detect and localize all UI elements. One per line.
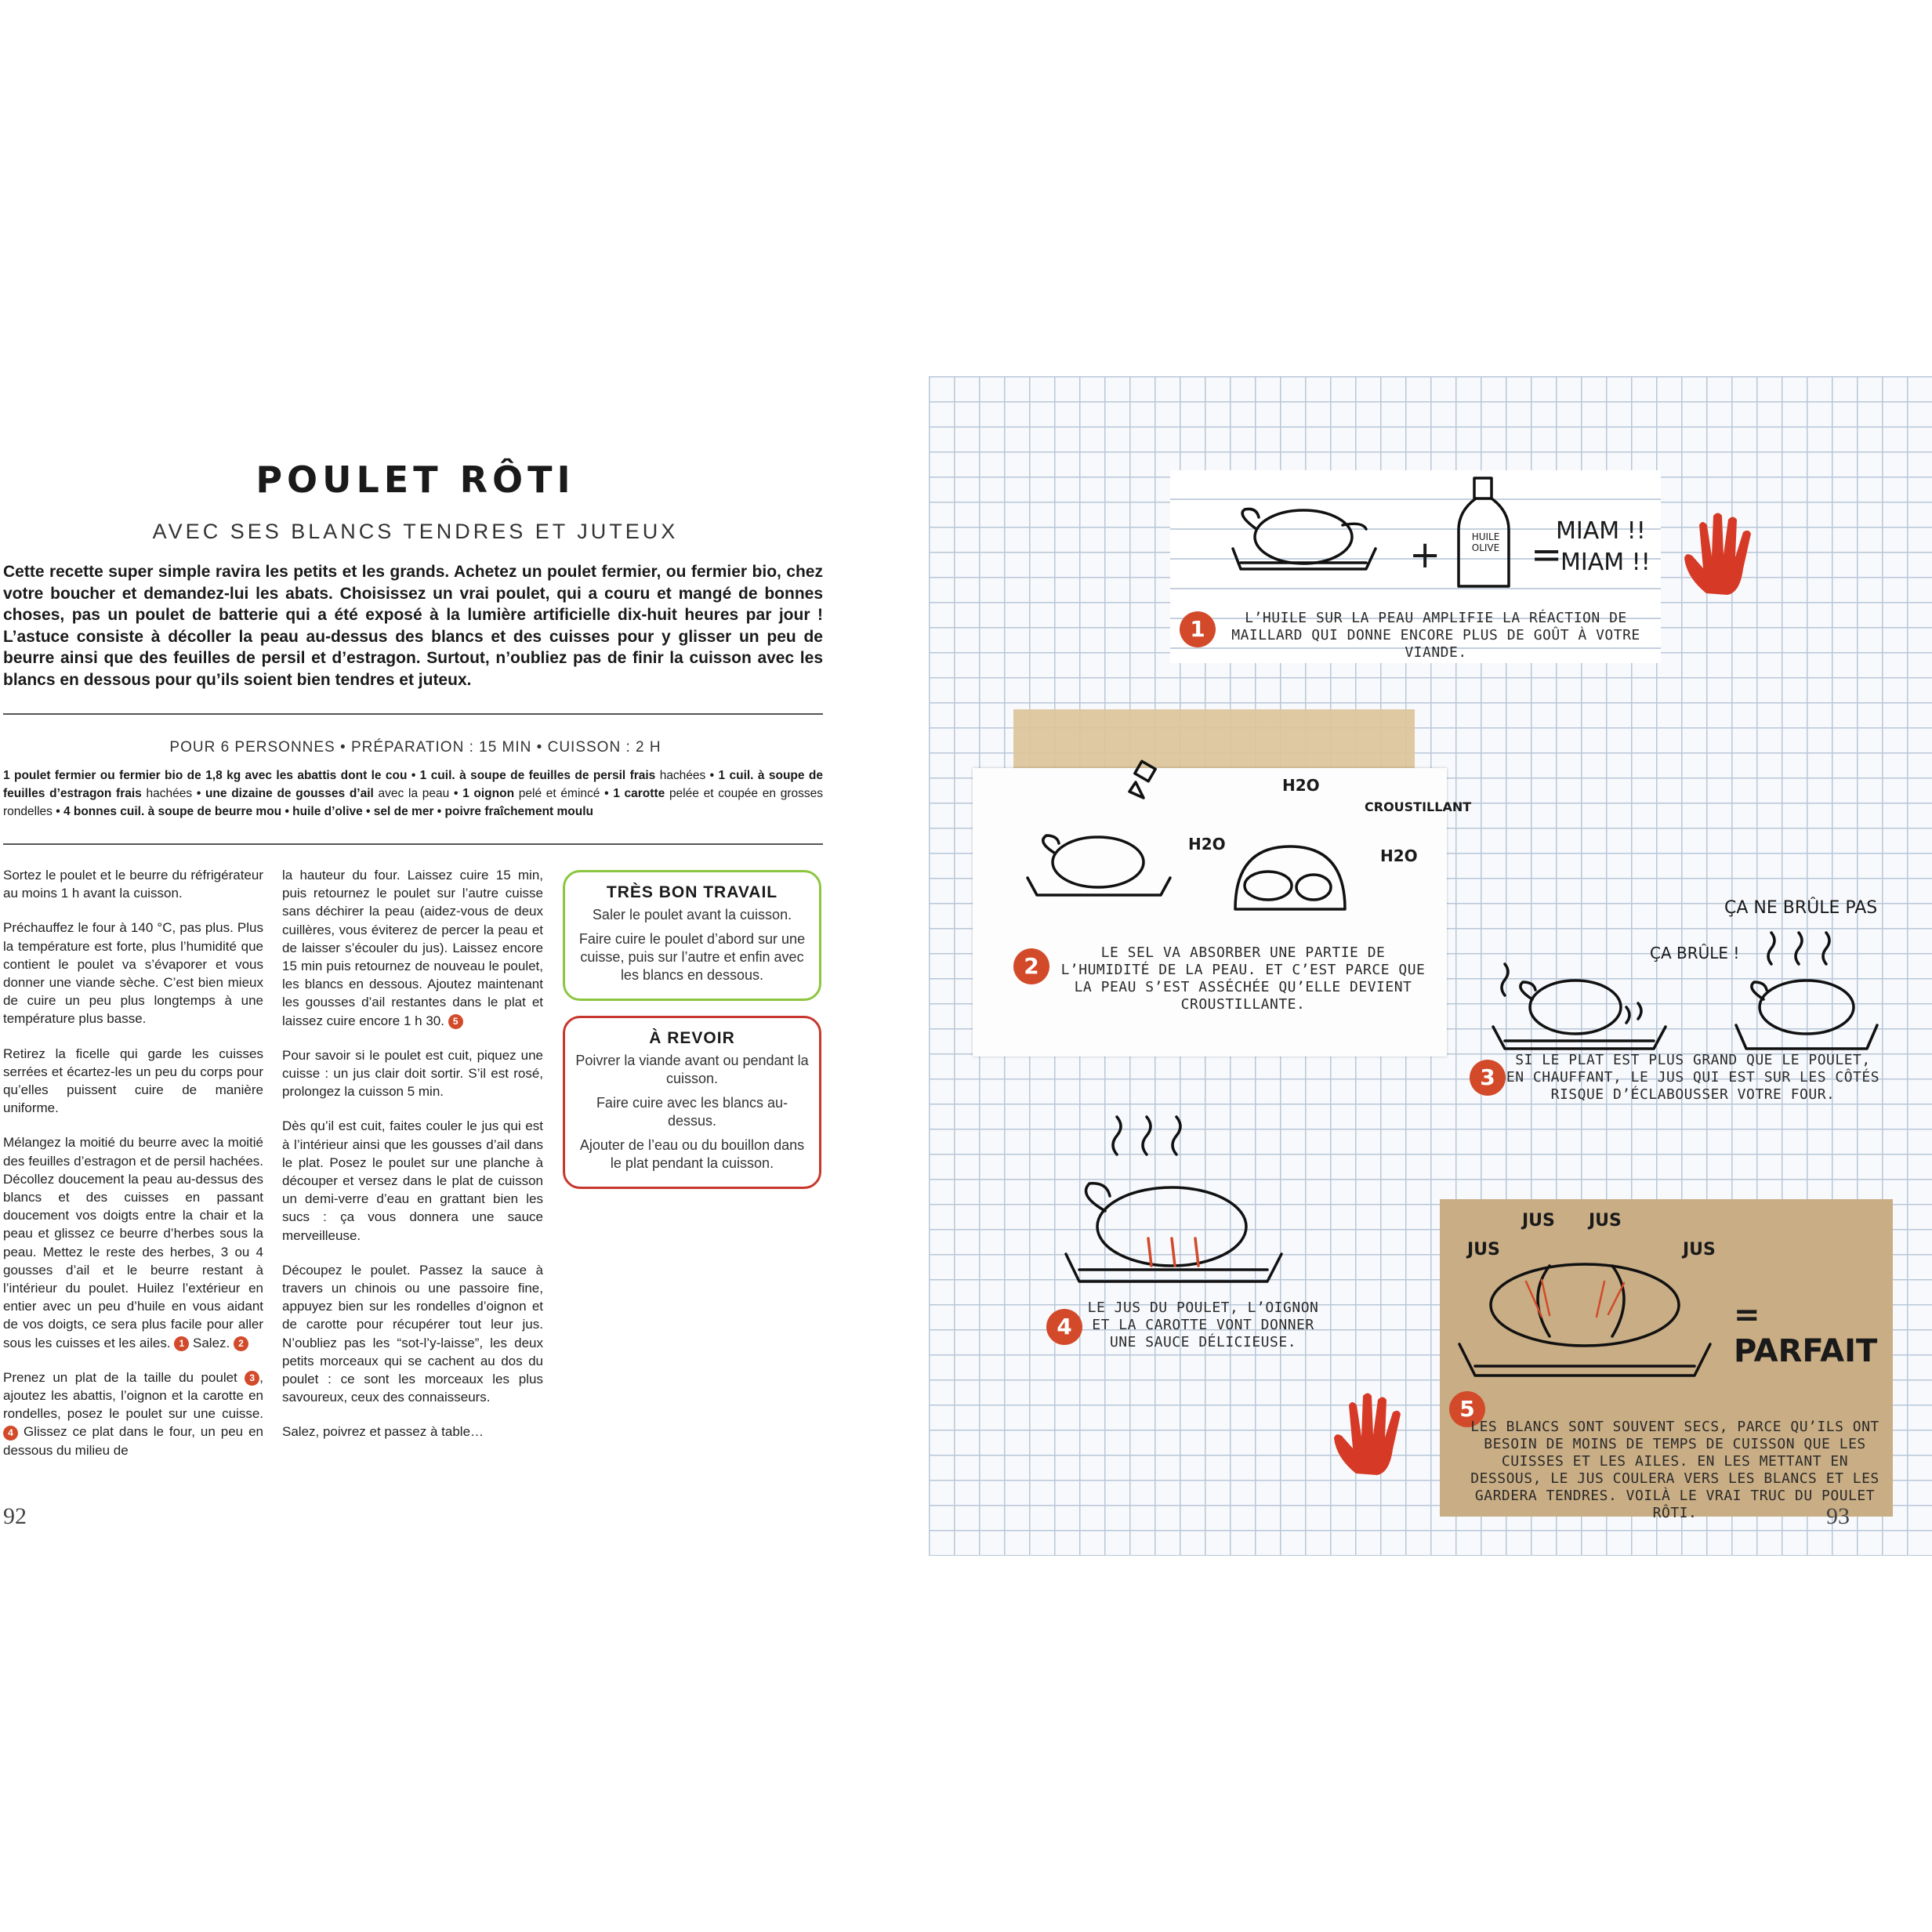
- step-badge: 1: [174, 1336, 189, 1351]
- chicken-big-dish-icon: [1489, 948, 1669, 1058]
- step-2-card: [973, 768, 1472, 1057]
- step-badge: 3: [245, 1371, 259, 1386]
- instruction-paragraph: Mélangez la moitié du beurre avec la moitié des feuilles d’estragon et de persil hachées. Décollez doucement la peau au-dessus des blancs et des cuisses en passant doucement vos doigts entre la chair et la peau et glissez ce beurre d’herbes sous la peau. Mettez le reste des herbes, 3 ou 4 gousses d’ail et le beurre restant à l’intérieur du poulet. Huilez l’extérieur en entier avec un peu d’huile en vous aidant de vos doigts, ce sera plus facile pour aller sous les cuisses et les ailes. 1 Salez. 2: [3, 1135, 263, 1350]
- step-1-caption: L’HUILE SUR LA PEAU AMPLIFIE LA RÉACTION DE MAILLARD QUI DONNE ENCORE PLUS DE GOÛT À VOTRE VIANDE.: [1231, 610, 1640, 661]
- recipe-intro: Cette recette super simple ravira les petits et les grands. Achetez un poulet fermier, ou fermier bio, chez votre boucher et demandez-lui les abats. Choisissez un vrai poulet, qui a couru et mangé de bonnes choses, pas un poulet de batterie qui a été exposé à la lumière artificielle dix-huit heures par jour ! L’astuce consiste à décoller la peau au-dessus des blancs et des cuisses pour y glisser un peu de beurre ainsi que des feuilles de persil et d’estragon. Surtout, n’oubliez pas de finir la cuisson avec les blancs en dessous pour qu’ils soient bien tendres et juteux.: [3, 563, 823, 689]
- ingredient-2: • 1 cuil. à soupe de feuilles de persil frais hachées: [407, 769, 706, 782]
- ingredient-3: • 1 cuil. à soupe de feuilles d’estragon frais hachées: [3, 769, 823, 800]
- instructions-column-2: [282, 866, 543, 1458]
- recipe-subtitle: AVEC SES BLANCS TENDRES ET JUTEUX: [152, 520, 679, 543]
- step-5-number: 5: [1449, 1391, 1485, 1427]
- step-1-number: 1: [1180, 611, 1216, 647]
- h2o-label-right: H2O: [1380, 846, 1418, 865]
- tip-good-title: TRÈS BON TRAVAIL: [606, 883, 778, 901]
- tip-bad-line: Poivrer la viande avant ou pendant la cuisson.: [575, 1053, 809, 1086]
- ingredient-1: 1 poulet fermier ou fermier bio de 1,8 kg avec les abattis dont le cou: [3, 769, 408, 782]
- instruction-paragraph: Retirez la ficelle qui garde les cuisses serrées et écartez-les un peu du corps pour qu’elles puissent cuire de manière uniforme.: [3, 1046, 263, 1116]
- salted-chicken-icon: [1020, 760, 1176, 917]
- recipe-meta: POUR 6 PERSONNES • PRÉPARATION : 15 MIN • CUISSON : 2 H: [169, 739, 662, 756]
- tip-box-good: [563, 870, 821, 1001]
- step-4-caption: LE JUS DU POULET, L’OIGNON ET LA CAROTTE VONT DONNER UNE SAUCE DÉLICIEUSE.: [1087, 1299, 1319, 1350]
- h2o-label-top: H2O: [1282, 776, 1320, 795]
- tip-good-line: Saler le poulet avant la cuisson.: [592, 907, 792, 923]
- tip-bad-title: À REVOIR: [649, 1029, 735, 1047]
- ingredient-4: • une dizaine de gousses d’ail avec la peau: [192, 787, 450, 800]
- jus-label: JUS: [1467, 1240, 1500, 1260]
- instruction-paragraph: Dès qu’il est cuit, faites couler le jus qui est à l’intérieur ainsi que les gousses d’ail dans le plat. Posez le poulet sur une planche à découper et versez dans le plat de cuisson un demi-verre d’eau en grattant bien les sucs : ça vous donnera une sauce merveilleuse.: [282, 1118, 543, 1243]
- miam-label-2: MIAM !!: [1560, 549, 1651, 576]
- ingredient-5: • 1 oignon pelé et émincé: [449, 787, 600, 800]
- divider-top: [3, 713, 823, 715]
- instruction-paragraph: la hauteur du four. Laissez cuire 15 min, puis retournez le poulet sur l’autre cuisse sans déchirer la peau (aidez-vous de deux cuillères, vous éviterez de percer la peau et de laisser s’écouler du jus). Laissez encore 15 min puis retournez de nouveau le poulet, les blancs en dessous. Ajoutez maintenant les gousses d’ail restantes dans le plat et laissez cuire encore 1 h 30. 5: [282, 868, 543, 1028]
- step-2-caption: LE SEL VA ABSORBER UNE PARTIE DE L’HUMIDITÉ DE LA PEAU. ET C’EST PARCE QUE LA PEAU S’EST ASSÉCHÉE QU’ELLE DEVIENT CROUSTILLANTE.: [1060, 944, 1426, 1013]
- page-number-right: 93: [1826, 1503, 1850, 1529]
- divider-bottom: [3, 843, 823, 845]
- ingredient-list: [3, 767, 823, 821]
- step-3-caption: SI LE PLAT EST PLUS GRAND QUE LE POULET, EN CHAUFFANT, LE JUS QUI EST SUR LES CÔTÉS RISQUE D’ÉCLABOUSSER VOTRE FOUR.: [1506, 1052, 1880, 1103]
- red-hand-print-icon: [1332, 1391, 1411, 1477]
- step-2-number: 2: [1013, 948, 1049, 984]
- roast-chicken-juice-icon: [1062, 1109, 1285, 1289]
- h2o-label-left: H2O: [1188, 835, 1226, 854]
- miam-label-1: MIAM !!: [1556, 517, 1646, 545]
- page-number-left: 92: [3, 1503, 27, 1529]
- bottle-label: HUILE OLIVE: [1471, 531, 1500, 553]
- instruction-paragraph: Préchauffez le four à 140 °C, pas plus. Plus la température est forte, plus l’humidité que contient le poulet va s’évaporer et vous donner une viande sèche. C’est bien mieux de cuire un peu plus longtemps à une température plus basse.: [3, 920, 263, 1027]
- step-4-number: 4: [1046, 1309, 1082, 1345]
- equals-sign: =: [1531, 533, 1563, 577]
- instruction-paragraph: Salez, poivrez et passez à table…: [282, 1424, 484, 1440]
- jus-label: JUS: [1589, 1211, 1622, 1231]
- instruction-paragraph: Sortez le poulet et le beurre du réfrigérateur au moins 1 h avant la cuisson.: [3, 868, 263, 901]
- chicken-fitted-dish-icon: [1732, 925, 1881, 1058]
- ingredient-6: • 1 carotte pelée et coupée en grosses rondelles: [3, 787, 823, 818]
- instruction-paragraph: Prenez un plat de la taille du poulet 3 , ajoutez les abattis, l’oignon et la carotte en rondelles, posez le poulet sur une cuisse. 4 Glissez ce plat dans le four, un peu en dessous du milieu de: [3, 1369, 263, 1458]
- tip-box-bad: [563, 1016, 821, 1189]
- step-5-card: [1440, 1199, 1893, 1521]
- step-1-card: [1170, 470, 1661, 663]
- plus-sign: +: [1409, 533, 1441, 577]
- right-page-grid: [929, 376, 1932, 1556]
- step-badge: 4: [3, 1426, 18, 1441]
- roast-chicken-icon: [1225, 494, 1382, 580]
- upside-down-chicken-icon: [1455, 1242, 1714, 1379]
- recipe-title: POULET RÔTI: [256, 459, 575, 501]
- red-hand-print-icon: [1683, 511, 1761, 597]
- instruction-paragraph: Pour savoir si le poulet est cuit, piquez une cuisse : un jus clair doit sortir. S’il est rosé, prolongez la cuisson 5 min.: [282, 1047, 543, 1100]
- croustillant-label: CROUSTILLANT: [1365, 799, 1472, 814]
- ne-brule-pas-label: ÇA NE BRÛLE PAS: [1724, 898, 1878, 918]
- tip-bad-line: Ajouter de l’eau ou du bouillon dans le plat pendant la cuisson.: [579, 1137, 805, 1171]
- tip-good-line: Faire cuire le poulet d’abord sur une cuisse, puis sur l’autre et enfin avec les blancs en dessous.: [578, 931, 806, 983]
- step-badge: 2: [234, 1336, 248, 1351]
- instruction-paragraph: Découpez le poulet. Passez la sauce à travers un chinois ou une passoire fine, appuyez bien sur les rondelles d’oignon et de carotte pour récupérer tout leur jus. N’oubliez pas les “sot-l’y-laisse”, les deux petits morceaux qui se cachent au dos du poulet : ce sont les morceaux les plus savoureux, ceux des connaisseurs.: [282, 1262, 543, 1405]
- chicken-cross-section-icon: [1227, 831, 1353, 925]
- parfait-label: = PARFAIT: [1734, 1297, 1878, 1369]
- left-page: [0, 0, 831, 1932]
- step-5-caption: LES BLANCS SONT SOUVENT SECS, PARCE QU’ILS ONT BESOIN DE MOINS DE TEMPS DE CUISSON QUE LES CUISSES ET LES AILES. EN LES METTANT EN DESSOUS, LE JUS COULERA VERS LES BLANCS ET LES GARDERA TENDRES. VOILÀ LE VRAI TRUC DU POULET RÔTI.: [1470, 1419, 1879, 1521]
- tip-bad-line: Faire cuire avec les blancs au-dessus.: [596, 1095, 788, 1129]
- step-badge: 5: [448, 1014, 463, 1029]
- jus-label: JUS: [1522, 1211, 1555, 1231]
- step-3-number: 3: [1470, 1060, 1506, 1096]
- jus-label: JUS: [1683, 1240, 1716, 1260]
- ingredient-7: • 4 bonnes cuil. à soupe de beurre mou • huile d’olive • sel de mer • poivre fraîchement moulu: [52, 805, 593, 818]
- brule-label: ÇA BRÛLE !: [1650, 944, 1740, 962]
- instructions-column-1: [3, 866, 263, 1476]
